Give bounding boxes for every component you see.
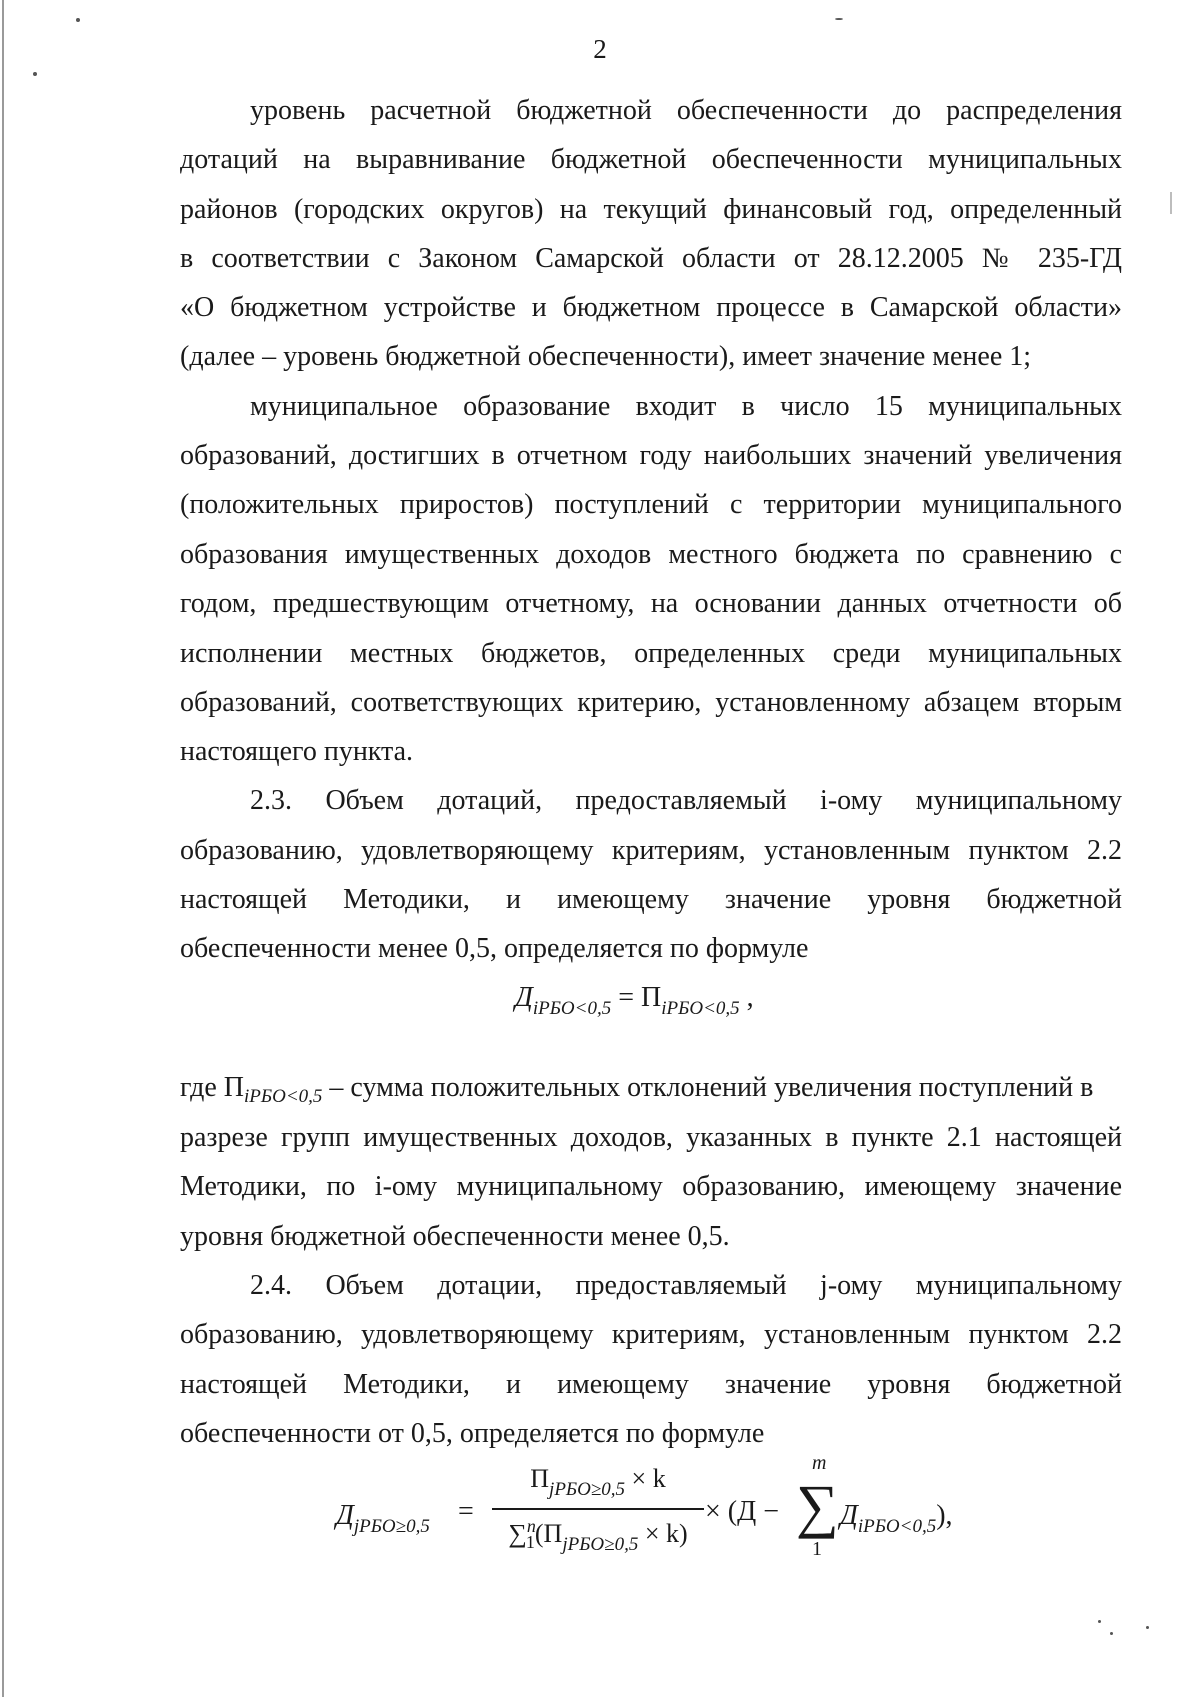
sigma-icon: ∑	[796, 1473, 839, 1539]
scan-speck	[1146, 1626, 1149, 1629]
text-line: (положительных приростов) поступлений с территории муниципального	[180, 489, 1122, 520]
text-line: 2.4. Объем дотации, предоставляемый j-ому муниципальному	[250, 1270, 1122, 1301]
text-line: «О бюджетном устройстве и бюджетном процессе в Самарской области»	[180, 292, 1122, 323]
text-line: разрезе групп имущественных доходов, указанных в пункте 2.1 настоящей	[180, 1122, 1122, 1153]
scan-speck	[33, 72, 37, 76]
text-line: обеспеченности менее 0,5, определяется по формуле	[180, 933, 809, 964]
formula-operator: =	[458, 1496, 474, 1527]
text-line: настоящего пункта.	[180, 736, 414, 767]
formula-operator: × (Д −	[705, 1496, 780, 1527]
formula-symbol: Д	[840, 1500, 858, 1531]
formula-symbol: Д	[515, 982, 533, 1013]
text-line: районов (городских округов) на текущий финансовый год, определенный	[180, 194, 1122, 225]
text-line: (далее – уровень бюджетной обеспеченности), имеет значение менее 1;	[180, 341, 1032, 372]
sum-symbol: ∑	[508, 1519, 527, 1548]
text-fragment: где	[180, 1072, 224, 1103]
formula-subscript: jРБО≥0,5	[353, 1516, 430, 1537]
text-line: исполнении местных бюджетов, определенных среди муниципальных	[180, 638, 1122, 669]
formula-punctuation: ),	[936, 1500, 953, 1531]
text-line: муниципальное образование входит в число 15 муниципальных	[250, 391, 1122, 422]
sigma-upper-limit: m	[812, 1452, 827, 1474]
formula-symbol: П	[641, 982, 662, 1013]
text-line: образованию, удовлетворяющему критериям, установленным пунктом 2.2	[180, 1319, 1122, 1350]
scan-edge-line	[2, 0, 4, 1697]
text-line: образований, достигших в отчетном году наибольших значений увеличения	[180, 440, 1122, 471]
scan-speck	[1098, 1620, 1101, 1623]
scan-mark	[1170, 192, 1172, 214]
text-line: уровень расчетной бюджетной обеспеченности до распределения	[250, 95, 1122, 126]
text-line: в соответствии с Законом Самарской области от 28.12.2005 № 235-ГД	[180, 243, 1122, 274]
text-line: образования имущественных доходов местного бюджета по сравнению с	[180, 539, 1122, 570]
formula-text: × k)	[638, 1519, 688, 1548]
formula-symbol: (П	[534, 1519, 563, 1548]
text-line: Методики, по i-ому муниципальному образованию, имеющему значение	[180, 1171, 1122, 1202]
formula-subscript: jРБО≥0,5	[562, 1534, 639, 1555]
sum-upper-limit: n	[526, 1516, 536, 1536]
text-line: настоящей Методики, и имеющему значение уровня бюджетной	[180, 884, 1122, 915]
text-line: годом, предшествующим отчетному, на основании данных отчетности об	[180, 588, 1122, 619]
text-line: образований, соответствующих критерию, установленному абзацем вторым	[180, 687, 1122, 718]
formula-symbol: Д	[336, 1500, 354, 1531]
fraction-bar	[492, 1508, 704, 1510]
formula-dotation-low	[515, 982, 754, 1019]
text-line: дотаций на выравнивание бюджетной обеспеченности муниципальных	[180, 144, 1122, 175]
text-line: образованию, удовлетворяющему критериям, установленным пунктом 2.2	[180, 835, 1122, 866]
scan-speck	[76, 18, 80, 22]
text-line	[180, 1071, 1122, 1108]
scan-speck	[1110, 1632, 1113, 1635]
formula-text: × k	[625, 1464, 666, 1493]
formula-term	[840, 1500, 953, 1537]
sigma-lower-limit: 1	[812, 1538, 822, 1560]
formula-numerator	[492, 1464, 704, 1500]
text-line: уровня бюджетной обеспеченности менее 0,5.	[180, 1221, 730, 1252]
formula-lhs	[336, 1500, 430, 1537]
formula-punctuation: ,	[746, 982, 754, 1013]
formula-subscript: iРБО<0,5	[532, 998, 612, 1019]
page-number: 2	[593, 34, 607, 64]
text-line: 2.3. Объем дотаций, предоставляемый i-ому муниципальному	[250, 785, 1122, 816]
text-line: настоящей Методики, и имеющему значение уровня бюджетной	[180, 1369, 1122, 1400]
formula-denominator	[478, 1516, 718, 1555]
scan-speck	[835, 18, 843, 20]
formula-symbol: П	[530, 1464, 550, 1493]
formula-symbol: П	[223, 1072, 244, 1103]
text-fragment: – сумма положительных отклонений увеличения поступлений в	[322, 1072, 1094, 1103]
sum-lower-limit: 1	[525, 1532, 535, 1552]
formula-subscript: iРБО<0,5	[661, 998, 740, 1019]
formula-operator: =	[618, 982, 635, 1013]
text-line: обеспеченности от 0,5, определяется по формуле	[180, 1418, 765, 1449]
formula-subscript: iРБО<0,5	[244, 1086, 323, 1107]
formula-subscript: iРБО<0,5	[857, 1516, 937, 1537]
formula-subscript: jРБО≥0,5	[549, 1479, 626, 1500]
